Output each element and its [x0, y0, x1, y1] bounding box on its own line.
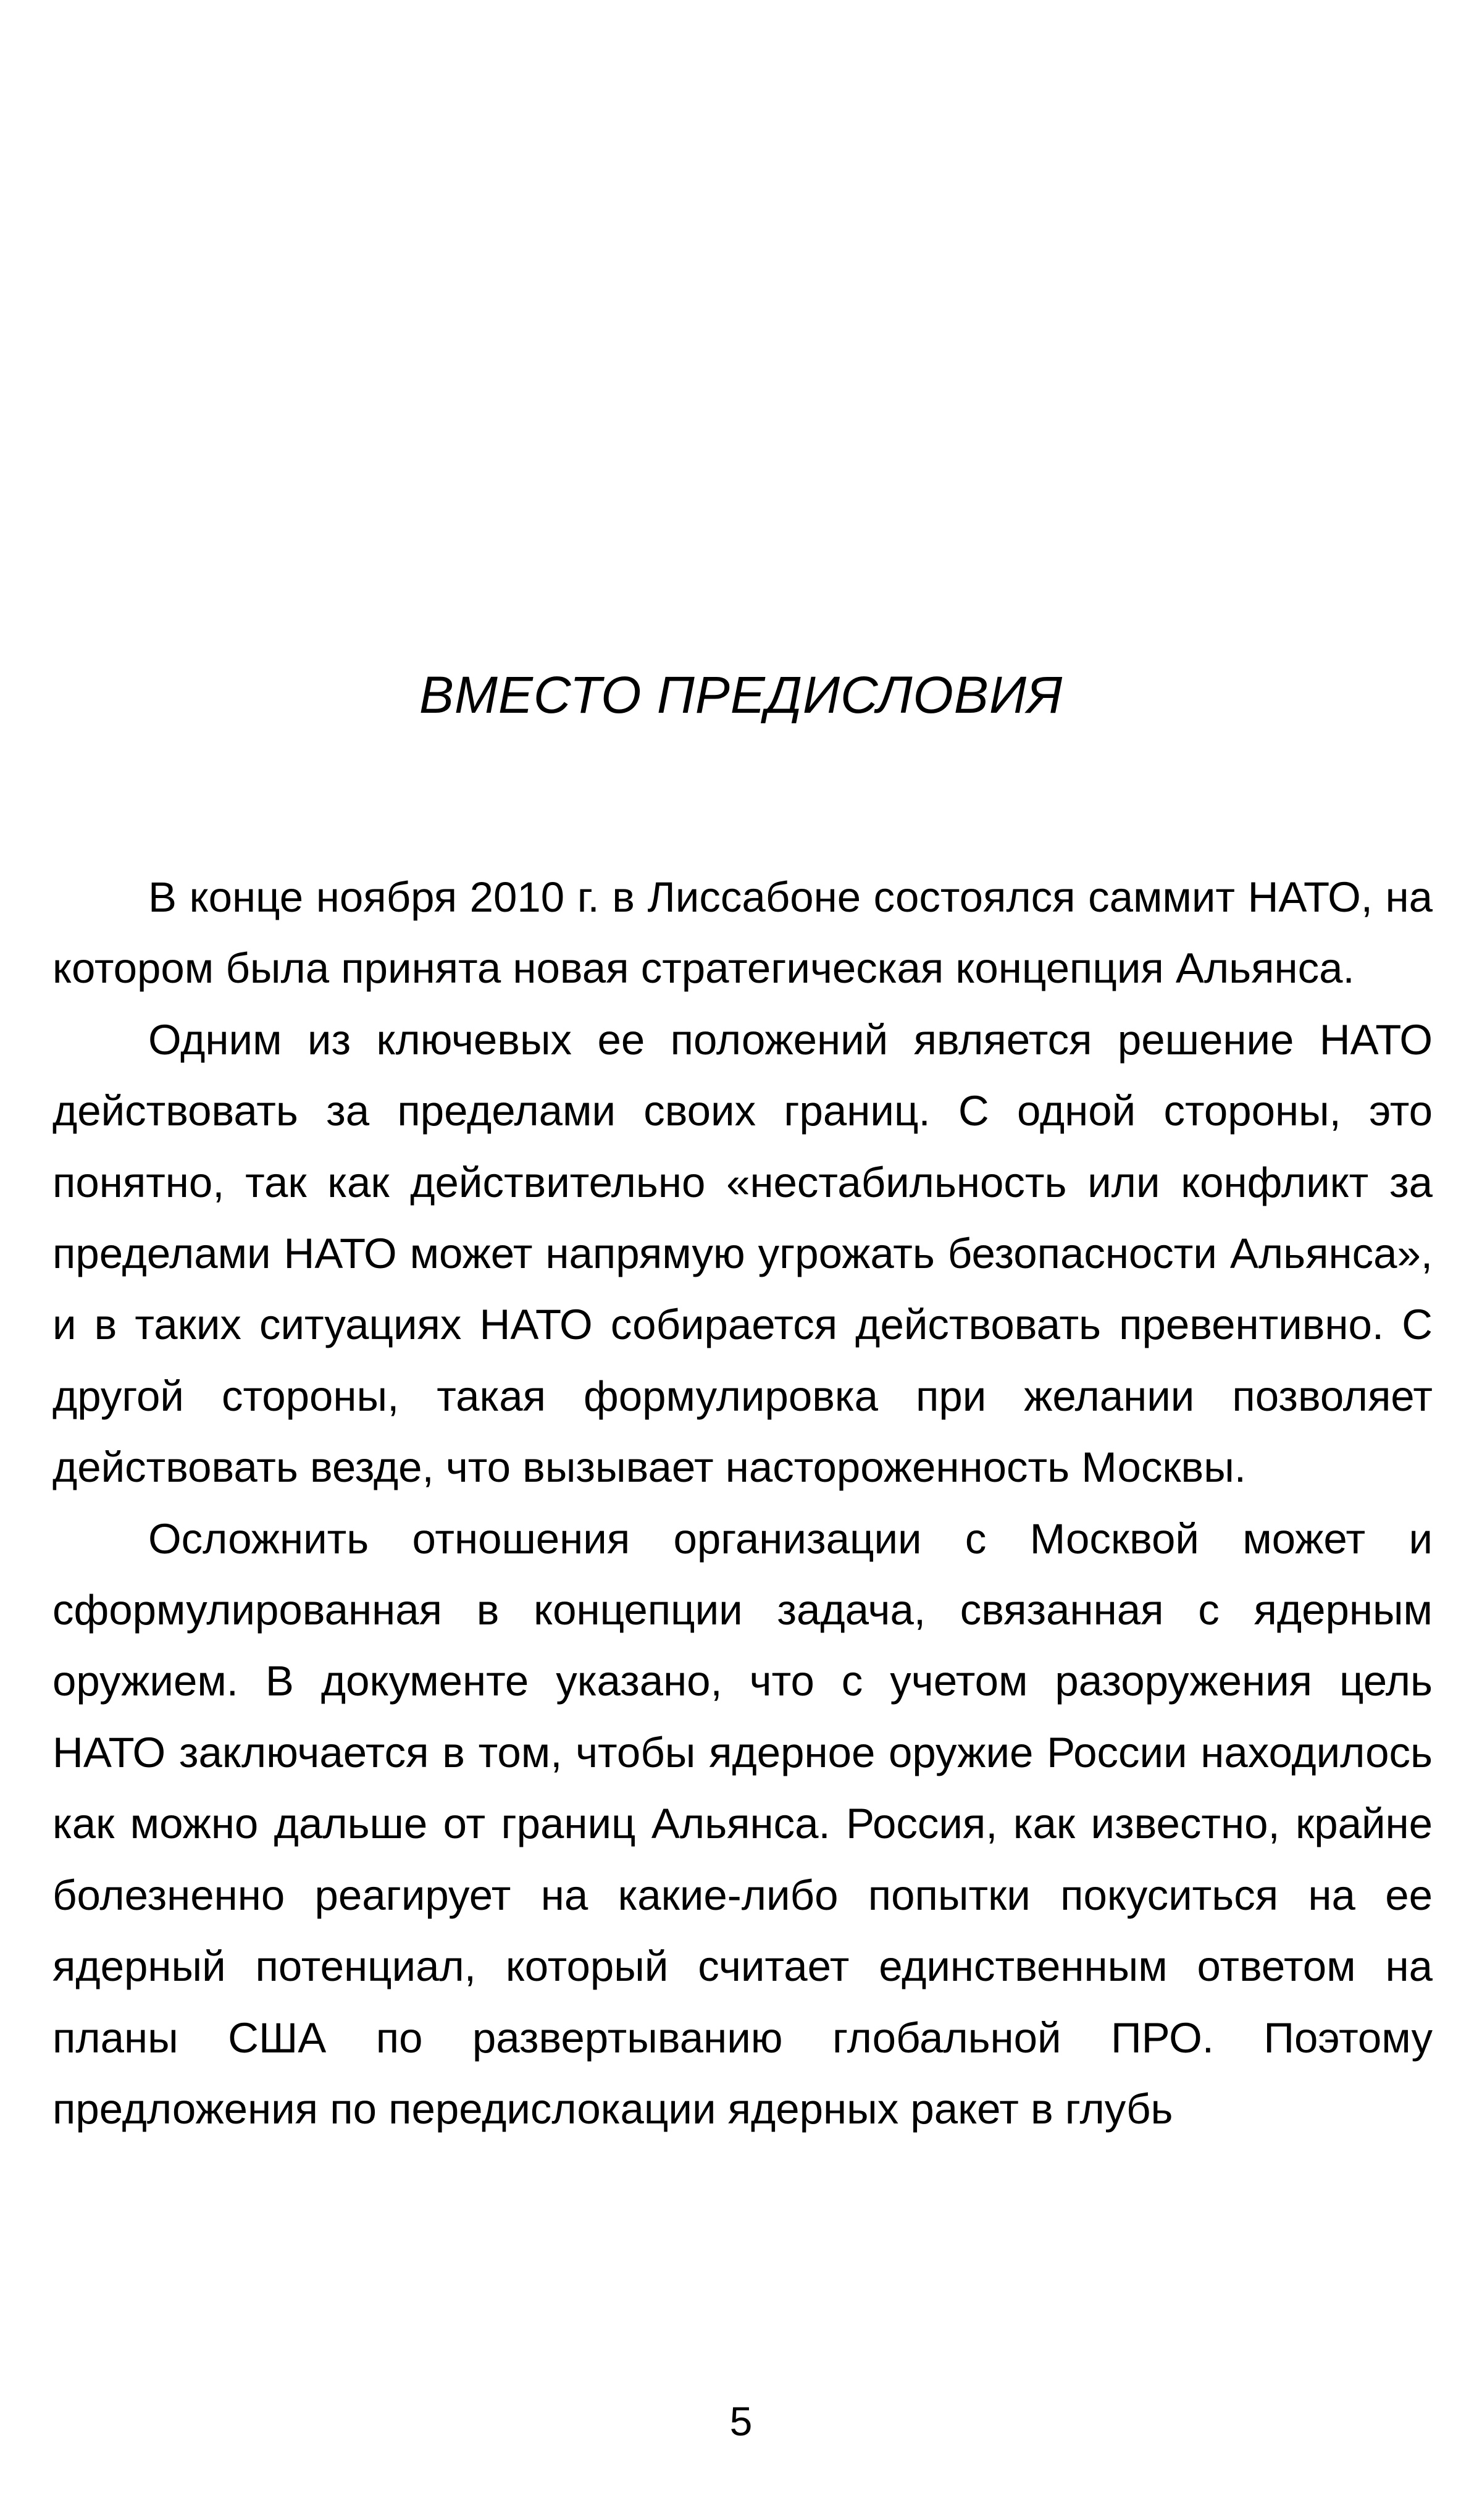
paragraph-2: Одним из ключевых ее положений является решение НАТО действовать за пределами своих границ. С одной стороны, это понятно, так как действительно «нестабильность или конфликт за пределами НАТО может напрямую угрожать безопасности Альянса», и в таких ситуациях НАТО собирается действовать превентивно. С другой стороны, такая формулировка при желании позволяет действовать везде, что вызывает настороженность Москвы. [52, 1015, 1433, 1492]
paragraph-1: В конце ноября 2010 г. в Лиссабоне состоялся саммит НАТО, на котором была принята новая стратегическая концепция Альянса. [52, 873, 1433, 993]
paragraph-3: Осложнить отношения организации с Москвой может и сформулированная в концепции задача, связанная с ядерным оружием. В документе указано, что с учетом разоружения цель НАТО заключается в том, чтобы ядерное оружие России находилось как можно дальше от границ Альянса. Россия, как известно, крайне болезненно реагирует на какие-либо попытки покуситься на ее ядерный потенциал, который считает единственным ответом на планы США по развертыванию глобальной ПРО. Поэтому предложения по передислокации ядерных ракет в глубь [52, 1514, 1433, 2133]
body-text [52, 862, 1433, 2144]
page-number: 5 [729, 2398, 753, 2444]
chapter-heading: ВМЕСТО ПРЕДИСЛОВИЯ [419, 666, 1063, 724]
